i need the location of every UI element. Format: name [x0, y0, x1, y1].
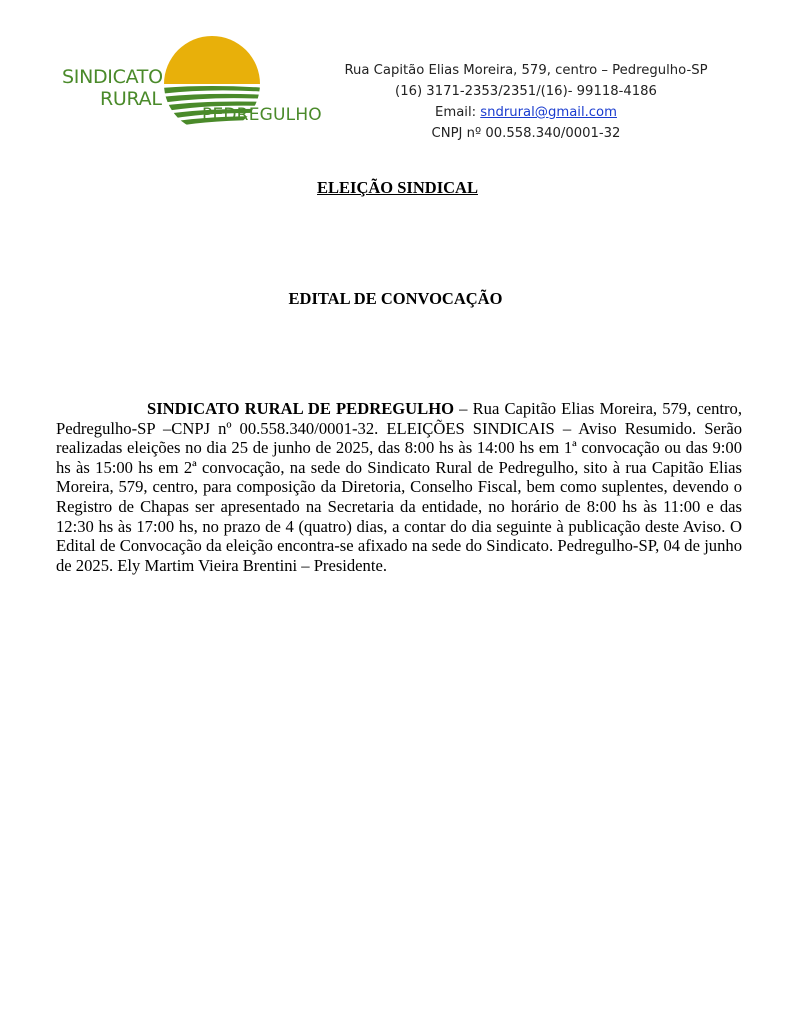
contact-block	[316, 60, 736, 144]
body-paragraph	[56, 399, 742, 575]
document-title-text: ELEIÇÃO SINDICAL	[317, 178, 478, 197]
email-line	[316, 102, 736, 123]
phone-line: (16) 3171-2353/2351/(16)- 99118-4186	[395, 84, 657, 99]
email-link[interactable]: sndrural@gmail.com	[480, 105, 617, 120]
document-title	[2, 178, 791, 198]
email-label: Email:	[435, 105, 481, 120]
logo-text-sindicato: SINDICATO	[62, 66, 163, 88]
document-subtitle: EDITAL DE CONVOCAÇÃO	[288, 289, 503, 308]
logo-text-rural: RURAL	[100, 88, 162, 110]
body-text: – Rua Capitão Elias Moreira, 579, centro, Pedregulho-SP –CNPJ nº 00.558.340/0001-32. ELEIÇÕES SINDICAIS – Aviso Resumido. Serão realizadas eleições no dia 25 de junho de 2025, das 8:00 hs às 14:00 hs em 1ª convocação ou das 9:00 hs às 15:00 hs em 2ª convocação, na sede do Sindicato Rural de Pedregulho, sito à rua Capitão Elias Moreira, 579, centro, para composição da Diretoria, Conselho Fiscal, bem como suplentes, devendo o Registro de Chapas ser apresentado na Secretaria da entidade, no horário de 8:00 hs às 11:00 e das 12:30 hs às 17:00 hs, no prazo de 4 (quatro) dias, a contar do dia seguinte à publicação deste Aviso. O Edital de Convocação da eleição encontra-se afixado na sede do Sindicato. Pedregulho-SP, 04 de junho de 2025. Ely Martim Vieira Brentini – Presidente.	[56, 399, 742, 575]
cnpj-line: CNPJ nº 00.558.340/0001-32	[431, 126, 621, 141]
logo-text-pedregulho: PEDREGULHO	[202, 105, 322, 125]
sindicato-logo	[52, 34, 334, 134]
body-lead: SINDICATO RURAL DE PEDREGULHO	[147, 399, 455, 418]
address-line: Rua Capitão Elias Moreira, 579, centro – Pedregulho-SP	[344, 63, 708, 78]
